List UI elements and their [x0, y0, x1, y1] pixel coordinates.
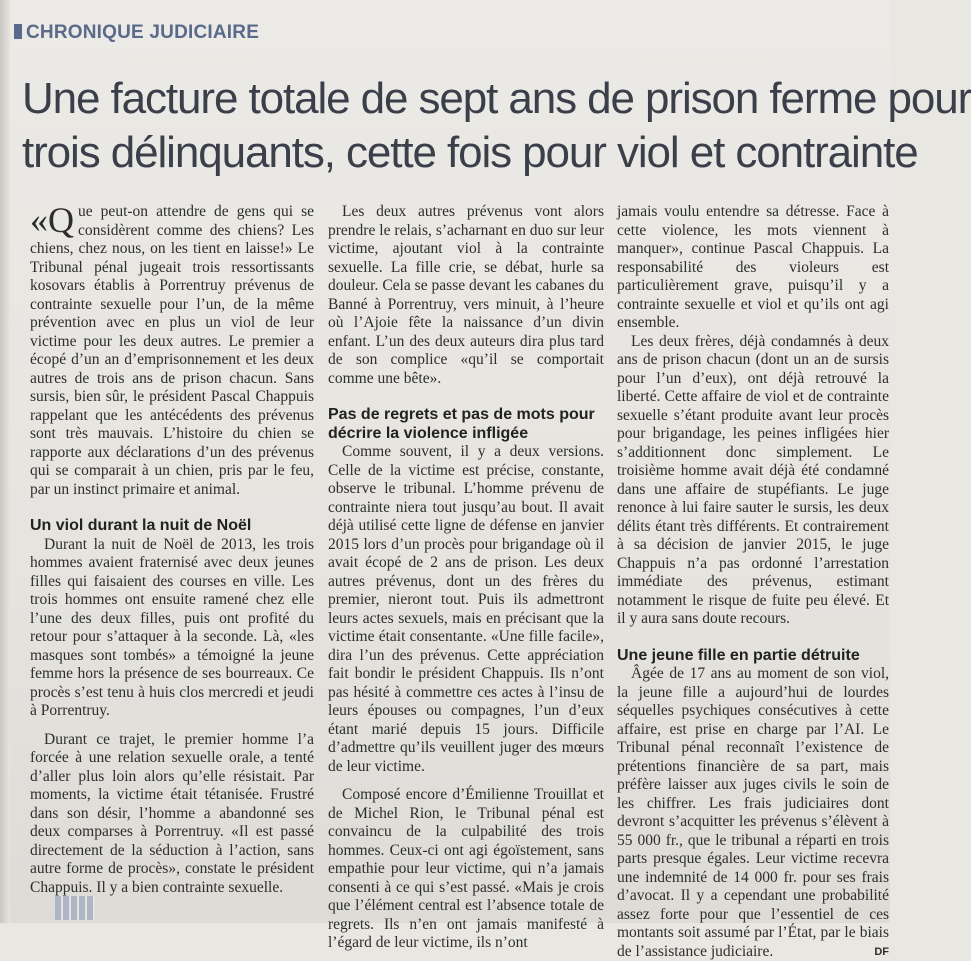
article-column-2	[328, 203, 604, 953]
paragraph	[617, 665, 889, 961]
paragraph: Les deux autres prévenus vont alors prendre le relais, s’acharnant en duo sur leur victime, ajoutant viol à la contrainte sexuelle. La fille crie, se débat, hurle sa douleur. Cela se passe devant les cabanes du Banné à Porrentruy, vers minuit, à l’heure où l’Ajoie fête la naissance d’un divin enfant. L’un des deux auteurs dira plus tard de son complice «qu’il se comportait comme une bête».	[328, 203, 604, 388]
subheading: Une jeune fille en partie détruite	[617, 647, 889, 666]
headline-line-1: Une facture totale de sept ans de prison ferme pour	[22, 72, 902, 126]
page-fold-shadow	[0, 0, 10, 923]
paragraph: jamais voulu entendre sa détresse. Face à cette violence, les mots viennent à manquer», continue Pascal Chappuis. La responsabilité des violeurs est particulièrement grave, puisqu’il y a contrainte sexuelle et viol et qu’ils ont agi ensemble.	[617, 203, 889, 333]
section-rubric	[14, 22, 259, 44]
headline-line-2: trois délinquants, cette fois pour viol et contrainte	[22, 126, 902, 180]
drop-cap: «Q	[30, 205, 74, 235]
subheading: Un viol durant la nuit de Noël	[30, 517, 314, 536]
rubric-label: CHRONIQUE JUDICIAIRE	[26, 22, 259, 43]
headline	[22, 72, 902, 180]
paragraph-text: Âgée de 17 ans au moment de son viol, la jeune fille a aujourd’hui de lourdes séquelles psychiques consécutives à cette affaire, est prise en charge par l’AI. Le Tribunal pénal reconnaît l’existence de prétentions financière de sa part, mais préfère laisser aux juges civils le soin de les chiffrer. Les frais judiciaires dont devront s’acquitter les prévenus s’élèvent à 55 000 fr., que le tribunal a réparti en trois parts presque égales. Leur victime recevra une indemnité de 14 000 fr. pour ses frais d’avocat. Il y a cependant une probabilité assez forte pour que l’essentiel de ces montants soit assumé par l’État, par le biais de l’assistance judiciaire.	[617, 665, 889, 960]
paragraph-text: ue peut-on attendre de gens qui se considèrent comme des chiens? Les chiens, chez nous, on les tient en laisse!» Le Tribunal pénal jugeait trois ressortissants kosovars établis à Porrentruy prévenus de contrainte sexuelle pour l’un, de la même prévention avec en plus un viol de leur victime pour les deux autres. Le premier a écopé d’un an d’emprisonnement et les deux autres de trois ans de prison chacun. Sans sursis, bien sûr, le président Pascal Chappuis rappelant que les antécédents des prévenus sont très mauvais. L’histoire du chien se rapporte aux déclarations d’un des prévenus qui se comparait à un chien, pris par le feu, par un instinct primaire et animal.	[30, 203, 314, 498]
paragraph: Comme souvent, il y a deux versions. Celle de la victime est précise, constante, observe le tribunal. L’homme prévenu de contrainte niera tout jusqu’au bout. Il avait déjà utilisé cette ligne de défense en janvier 2015 lors d’un procès pour brigandage où il avait écopé de 2 ans de prison. Les deux autres prévenus, dont un des frères du premier, nieront tout. Puis ils admettront leurs actes sexuels, mais en précisant que la victime était consentante. «Une fille facile», dira l’un des prévenus. Cette appréciation fait bondir le président Chappuis. Ils n’ont pas hésité à commettre ces actes à l’insu de leurs épouses ou compagnes, l’un d’eux étant marié depuis 15 jours. Difficile d’admettre qu’ils veuillent juger des mœurs de leur victime.	[328, 443, 604, 776]
paragraph: Les deux frères, déjà condamnés à deux ans de prison chacun (dont un an de sursis pour l’un d’eux), ont déjà retrouvé la liberté. Cette affaire de viol et de contrainte sexuelle s’étant produite avant leur procès pour brigandage, les peines infligées hier s’additionnent donc simplement. Le troisième homme avait déjà été condamné dans une affaire de stupéfiants. Le juge renonce à lui faire sauter le sursis, les deux délits étant très différents. Et contrairement à sa décision de janvier 2015, le juge Chappuis n’a pas ordonné l’arrestation immédiate des prévenus, estimant notamment le risque de fuite peu élevé. Et il y aura sans doute recours.	[617, 333, 889, 629]
article-column-1	[30, 203, 314, 897]
author-signature: DF	[860, 943, 889, 961]
subheading: Pas de regrets et pas de mots pour décrire la violence infligée	[328, 406, 604, 443]
article-column-3	[617, 203, 889, 961]
paragraph: Composé encore d’Émilienne Trouillat et de Michel Rion, le Tribunal pénal est convaincu de la culpabilité des trois hommes. Ceux-ci ont agi égoïstement, sans empathie pour leur victime, qui n’a jamais consenti à ce qui s’est passé. «Mais je crois que l’élément central est l’absence totale de regrets. Ils n’en ont jamais manifesté à l’égard de leur victime, ils n’ont	[328, 786, 604, 953]
adjacent-page-strip	[55, 896, 95, 920]
paragraph: Durant la nuit de Noël de 2013, les trois hommes avaient fraternisé avec deux jeunes filles qui faisaient des courses en ville. Les trois hommes ont ensuite ramené chez elle l’une des deux filles, puis ont profité du retour pour s’attaquer à la seconde. Là, «les masques sont tombés» a témoigné la jeune femme hors la présence de ses bourreaux. Ce procès s’est tenu à huis clos mercredi et jeudi à Porrentruy.	[30, 536, 314, 721]
paragraph: Durant ce trajet, le premier homme l’a forcée à une relation sexuelle orale, a tenté d’aller plus loin alors qu’elle résistait. Par moments, la victime était tétanisée. Frustré dans son désir, l’homme a abandonné ses deux comparses à Porrentruy. «Il est passé directement de la séduction à l’action, sans autre forme de procès», constate le président Chappuis. Il y a bien contrainte sexuelle.	[30, 731, 314, 898]
rubric-square-icon	[14, 24, 22, 39]
paragraph	[30, 203, 314, 499]
